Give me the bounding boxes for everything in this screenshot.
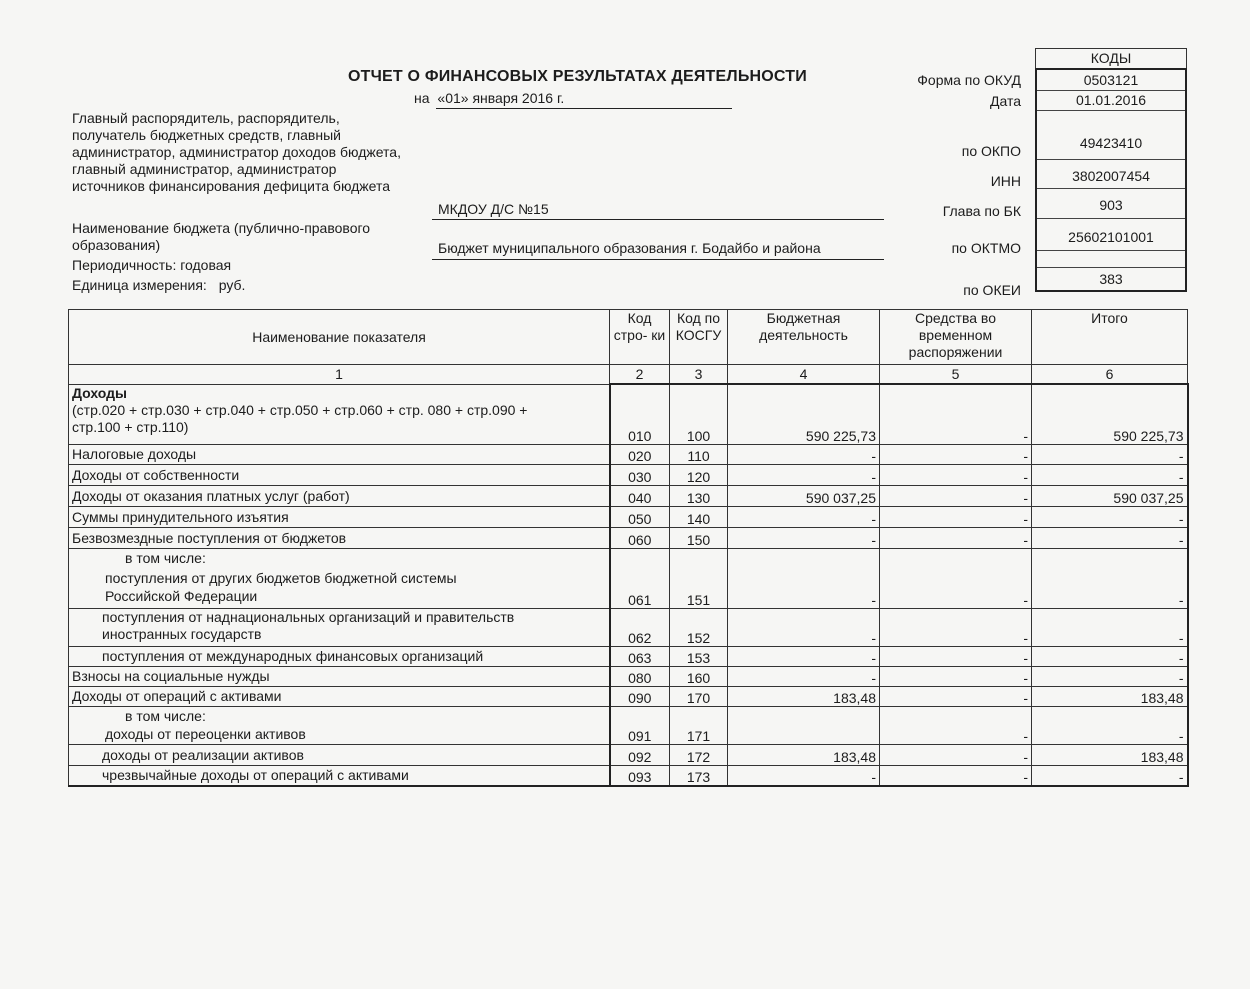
- budget-cell: [728, 706, 880, 744]
- row-name-061: [69, 548, 610, 608]
- temp-cell: -: [880, 765, 1032, 786]
- row-name: поступления от наднациональных организаций и правительств иностранных государств: [69, 608, 610, 646]
- row-name: Доходы от операций с активами: [69, 686, 610, 706]
- col-name-header: Наименование показателя: [69, 310, 610, 365]
- budget-cell: -: [728, 765, 880, 786]
- incl-label: в том числе:: [125, 707, 206, 724]
- administrator-label: Главный распорядитель, распорядитель, получатель бюджетных средств, главный администратор, администратор доходов бюджета, главный администратор, администратор источников финансирования дефицита бюджета: [72, 110, 401, 194]
- temp-cell: -: [880, 384, 1032, 444]
- table-row: [69, 706, 1188, 744]
- temp-cell: -: [880, 506, 1032, 527]
- colnum-6: 6: [1032, 365, 1188, 385]
- row-name-091: [69, 706, 610, 744]
- codes-box: [1035, 48, 1187, 292]
- col-budget-header: Бюджетная деятельность: [728, 310, 880, 365]
- kosgu-cell: 153: [670, 646, 728, 666]
- temp-cell: -: [880, 464, 1032, 485]
- col-kosgu-header: Код по КОСГУ: [670, 310, 728, 365]
- unit-caption: Единица измерения:: [72, 277, 207, 293]
- table-row: [69, 527, 1188, 548]
- budget-cell: -: [728, 666, 880, 686]
- budget-cell: 590 037,25: [728, 485, 880, 506]
- kosgu-cell: 170: [670, 686, 728, 706]
- code-cell: 090: [610, 686, 670, 706]
- colnum-1: 1: [69, 365, 610, 385]
- kosgu-cell: 100: [670, 384, 728, 444]
- organization-name: МКДОУ Д/С №15: [438, 201, 549, 217]
- colnum-5: 5: [880, 365, 1032, 385]
- table-row: [69, 744, 1188, 765]
- total-cell: -: [1032, 666, 1188, 686]
- codes-empty-row: [1037, 251, 1185, 268]
- code-cell: 030: [610, 464, 670, 485]
- colnum-2: 2: [610, 365, 670, 385]
- code-cell: 061: [610, 548, 670, 608]
- colnum-3: 3: [670, 365, 728, 385]
- col-total-header: Итого: [1032, 310, 1188, 365]
- total-cell: 590 225,73: [1032, 384, 1188, 444]
- kosgu-cell: 173: [670, 765, 728, 786]
- code-cell: 092: [610, 744, 670, 765]
- oktmo-value: 25602101001: [1037, 219, 1185, 251]
- code-cell: 093: [610, 765, 670, 786]
- codes-body: [1035, 68, 1187, 292]
- budget-cell: 590 225,73: [728, 384, 880, 444]
- date-underline: [436, 108, 732, 109]
- table-row: [69, 506, 1188, 527]
- inn-label: ИНН: [990, 173, 1021, 189]
- total-cell: 590 037,25: [1032, 485, 1188, 506]
- income-formula: (стр.020 + стр.030 + стр.040 + стр.050 + стр.060 + стр. 080 + стр.090 + стр.100 + стр.110): [72, 401, 528, 435]
- temp-cell: -: [880, 608, 1032, 646]
- code-cell: 091: [610, 706, 670, 744]
- budget-name: Бюджет муниципального образования г. Бодайбо и района: [438, 240, 821, 256]
- budget-cell: -: [728, 608, 880, 646]
- table-row: [69, 608, 1188, 646]
- unit-value: руб.: [218, 277, 246, 293]
- codes-header: КОДЫ: [1035, 48, 1187, 68]
- total-cell: -: [1032, 608, 1188, 646]
- date-value: «01» января 2016 г.: [437, 90, 565, 106]
- code-cell: 080: [610, 666, 670, 686]
- budget-cell: 183,48: [728, 686, 880, 706]
- budget-cell: -: [728, 646, 880, 666]
- temp-cell: -: [880, 548, 1032, 608]
- table-row: [69, 646, 1188, 666]
- row-name: Налоговые доходы: [69, 444, 610, 464]
- date-code-value: 01.01.2016: [1037, 91, 1185, 111]
- org-underline: [432, 219, 884, 220]
- okei-value: 383: [1099, 271, 1123, 287]
- kosgu-cell: 150: [670, 527, 728, 548]
- row-name: Суммы принудительного изъятия: [69, 506, 610, 527]
- total-cell: -: [1032, 765, 1188, 786]
- date-prefix: на: [414, 90, 430, 106]
- col-code-header: Код стро- ки: [610, 310, 670, 365]
- row-name: Взносы на социальные нужды: [69, 666, 610, 686]
- total-cell: -: [1032, 464, 1188, 485]
- okei-label: по ОКЕИ: [963, 282, 1021, 298]
- kosgu-cell: 151: [670, 548, 728, 608]
- incl-label: в том числе:: [125, 549, 206, 566]
- bk-value: 903: [1037, 189, 1185, 219]
- inn-value: 3802007454: [1037, 160, 1185, 189]
- temp-cell: -: [880, 666, 1032, 686]
- okpo-label: по ОКПО: [961, 143, 1021, 159]
- row-name: поступления от других бюджетов бюджетной системы Российской Федерации: [105, 569, 457, 604]
- date-label: Дата: [989, 93, 1021, 109]
- budget-cell: 183,48: [728, 744, 880, 765]
- kosgu-cell: 140: [670, 506, 728, 527]
- table-row: [69, 686, 1188, 706]
- table-row: [69, 444, 1188, 464]
- temp-cell: -: [880, 686, 1032, 706]
- row-name: доходы от переоценки активов: [105, 725, 306, 742]
- total-cell: 183,48: [1032, 744, 1188, 765]
- budget-cell: -: [728, 506, 880, 527]
- table-header-row: [69, 310, 1188, 365]
- table-row: [69, 384, 1188, 444]
- kosgu-cell: 171: [670, 706, 728, 744]
- code-cell: 010: [610, 384, 670, 444]
- table-row: [69, 765, 1188, 786]
- budget-cell: -: [728, 548, 880, 608]
- financial-results-table: [68, 309, 1189, 787]
- temp-cell: -: [880, 744, 1032, 765]
- okpo-value: 49423410: [1037, 111, 1185, 160]
- table-row: [69, 548, 1188, 608]
- row-name: доходы от реализации активов: [69, 744, 610, 765]
- income-title: Доходы: [72, 384, 127, 401]
- code-cell: 062: [610, 608, 670, 646]
- total-cell: 183,48: [1032, 686, 1188, 706]
- total-cell: -: [1032, 646, 1188, 666]
- row-name: Доходы от оказания платных услуг (работ): [69, 485, 610, 506]
- unit-label: [72, 277, 245, 294]
- total-cell: -: [1032, 506, 1188, 527]
- temp-cell: -: [880, 706, 1032, 744]
- kosgu-cell: 152: [670, 608, 728, 646]
- colnum-4: 4: [728, 365, 880, 385]
- periodicity-label: Периодичность: годовая: [72, 257, 232, 273]
- kosgu-cell: 130: [670, 485, 728, 506]
- table-row: [69, 666, 1188, 686]
- temp-cell: -: [880, 527, 1032, 548]
- income-name-cell: [69, 384, 610, 444]
- code-cell: 060: [610, 527, 670, 548]
- okud-value: 0503121: [1037, 70, 1185, 91]
- row-name: Доходы от собственности: [69, 464, 610, 485]
- column-numbers-row: [69, 365, 1188, 385]
- budget-underline: [432, 259, 884, 260]
- col-temp-header: Средства во временном распоряжении: [880, 310, 1032, 365]
- kosgu-cell: 120: [670, 464, 728, 485]
- report-title: ОТЧЕТ О ФИНАНСОВЫХ РЕЗУЛЬТАТАХ ДЕЯТЕЛЬНОСТИ: [348, 68, 807, 85]
- budget-cell: -: [728, 527, 880, 548]
- temp-cell: -: [880, 646, 1032, 666]
- okud-label: Форма по ОКУД: [917, 72, 1021, 88]
- kosgu-cell: 110: [670, 444, 728, 464]
- bk-label: Глава по БК: [942, 203, 1021, 219]
- total-cell: -: [1032, 527, 1188, 548]
- budget-cell: -: [728, 464, 880, 485]
- code-cell: 020: [610, 444, 670, 464]
- oktmo-label: по ОКТМО: [951, 240, 1021, 256]
- temp-cell: -: [880, 485, 1032, 506]
- row-name: поступления от международных финансовых организаций: [69, 646, 610, 666]
- kosgu-cell: 172: [670, 744, 728, 765]
- total-cell: -: [1032, 706, 1188, 744]
- code-cell: 063: [610, 646, 670, 666]
- table-row: [69, 485, 1188, 506]
- total-cell: -: [1032, 444, 1188, 464]
- code-cell: 040: [610, 485, 670, 506]
- report-date: [414, 90, 564, 106]
- temp-cell: -: [880, 444, 1032, 464]
- kosgu-cell: 160: [670, 666, 728, 686]
- budget-name-label: Наименование бюджета (публично-правового образования): [72, 220, 371, 253]
- table-row: [69, 464, 1188, 485]
- budget-cell: -: [728, 444, 880, 464]
- code-cell: 050: [610, 506, 670, 527]
- row-name: Безвозмездные поступления от бюджетов: [69, 527, 610, 548]
- row-name: чрезвычайные доходы от операций с активами: [69, 765, 610, 786]
- total-cell: -: [1032, 548, 1188, 608]
